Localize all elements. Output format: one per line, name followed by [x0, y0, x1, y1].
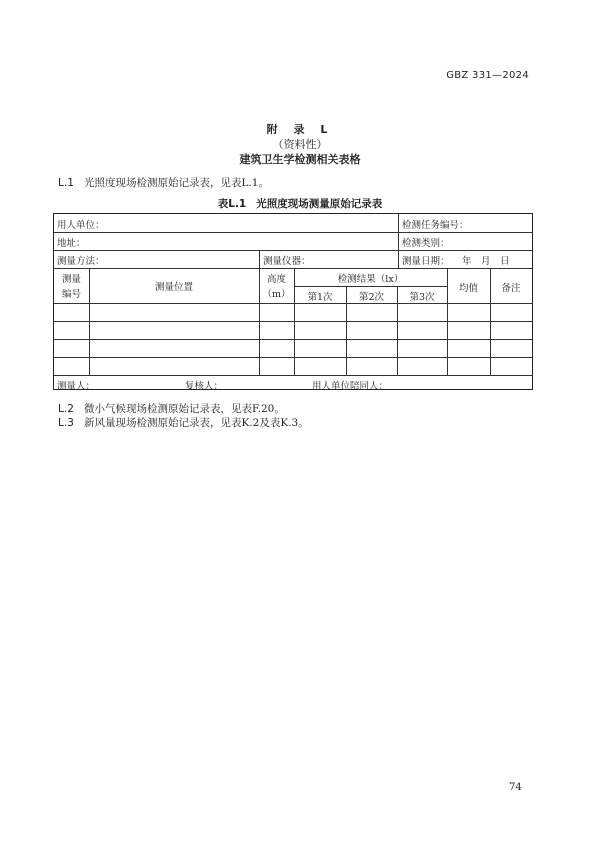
info-col-divider [259, 250, 260, 268]
employer-escort-label: 用人单位陪同人： [312, 381, 389, 392]
col-header-remark: 备注 [501, 283, 521, 294]
clause-text: 微小气候现场检测原始记录表，见表F.20。 [84, 403, 285, 415]
col-header-mean: 均值 [458, 283, 478, 294]
reviewer-label: 复核人： [185, 381, 224, 392]
row-divider [54, 339, 532, 340]
row-divider [54, 357, 532, 358]
row-divider [54, 250, 532, 251]
clause-number: L.3 [58, 417, 74, 429]
measurer-label: 测量人： [57, 381, 96, 392]
measurement-date-label: 测量日期： [402, 256, 450, 267]
appendix-nature: （资料性） [272, 138, 328, 151]
col-header-run2: 第2次 [358, 292, 385, 303]
table-caption-number: 表L.1 [217, 198, 247, 210]
results-subheader-divider [294, 286, 447, 287]
info-col-divider [398, 214, 399, 268]
row-divider [54, 321, 532, 322]
measurement-instrument-label: 测量仪器： [263, 256, 311, 267]
employer-unit-label: 用人单位： [57, 220, 105, 231]
col-header-height-line2: （m） [262, 289, 291, 300]
date-units: 年 月 日 [462, 256, 510, 267]
clause-l1 [58, 175, 269, 190]
measurement-method-label: 测量方法： [57, 256, 105, 267]
col-header-position: 测量位置 [154, 282, 193, 293]
detection-category-label: 检测类别： [402, 238, 450, 249]
record-table [53, 213, 533, 390]
clause-text: 新风量现场检测原始记录表，见表K.2及表K.3。 [84, 417, 309, 429]
clause-l3 [58, 415, 309, 430]
col-header-number-line2: 编号 [61, 289, 81, 300]
col-header-height-line1: 高度 [266, 274, 286, 285]
clause-text: 光照度现场检测原始记录表，见表L.1。 [84, 177, 269, 189]
table-caption-title: 光照度现场测量原始记录表 [256, 198, 383, 210]
appendix-title: 附 录 L [266, 123, 334, 136]
col-header-run1: 第1次 [307, 292, 333, 303]
clause-number: L.1 [58, 177, 74, 189]
address-label: 地址： [57, 238, 86, 249]
row-divider [54, 232, 532, 233]
clause-l2 [58, 401, 285, 416]
table-caption [0, 196, 600, 211]
row-divider [54, 303, 532, 304]
row-divider [54, 268, 532, 269]
standard-code: GBZ 331—2024 [446, 70, 529, 81]
row-divider [54, 375, 532, 376]
col-header-run3: 第3次 [409, 292, 435, 303]
task-number-label: 检测任务编号： [402, 220, 469, 231]
col-header-results: 检测结果（lx） [337, 274, 404, 285]
col-header-number-line1: 测量 [61, 274, 81, 285]
clause-number: L.2 [58, 403, 74, 415]
appendix-name: 建筑卫生学检测相关表格 [239, 153, 361, 166]
page-number: 74 [509, 782, 522, 793]
